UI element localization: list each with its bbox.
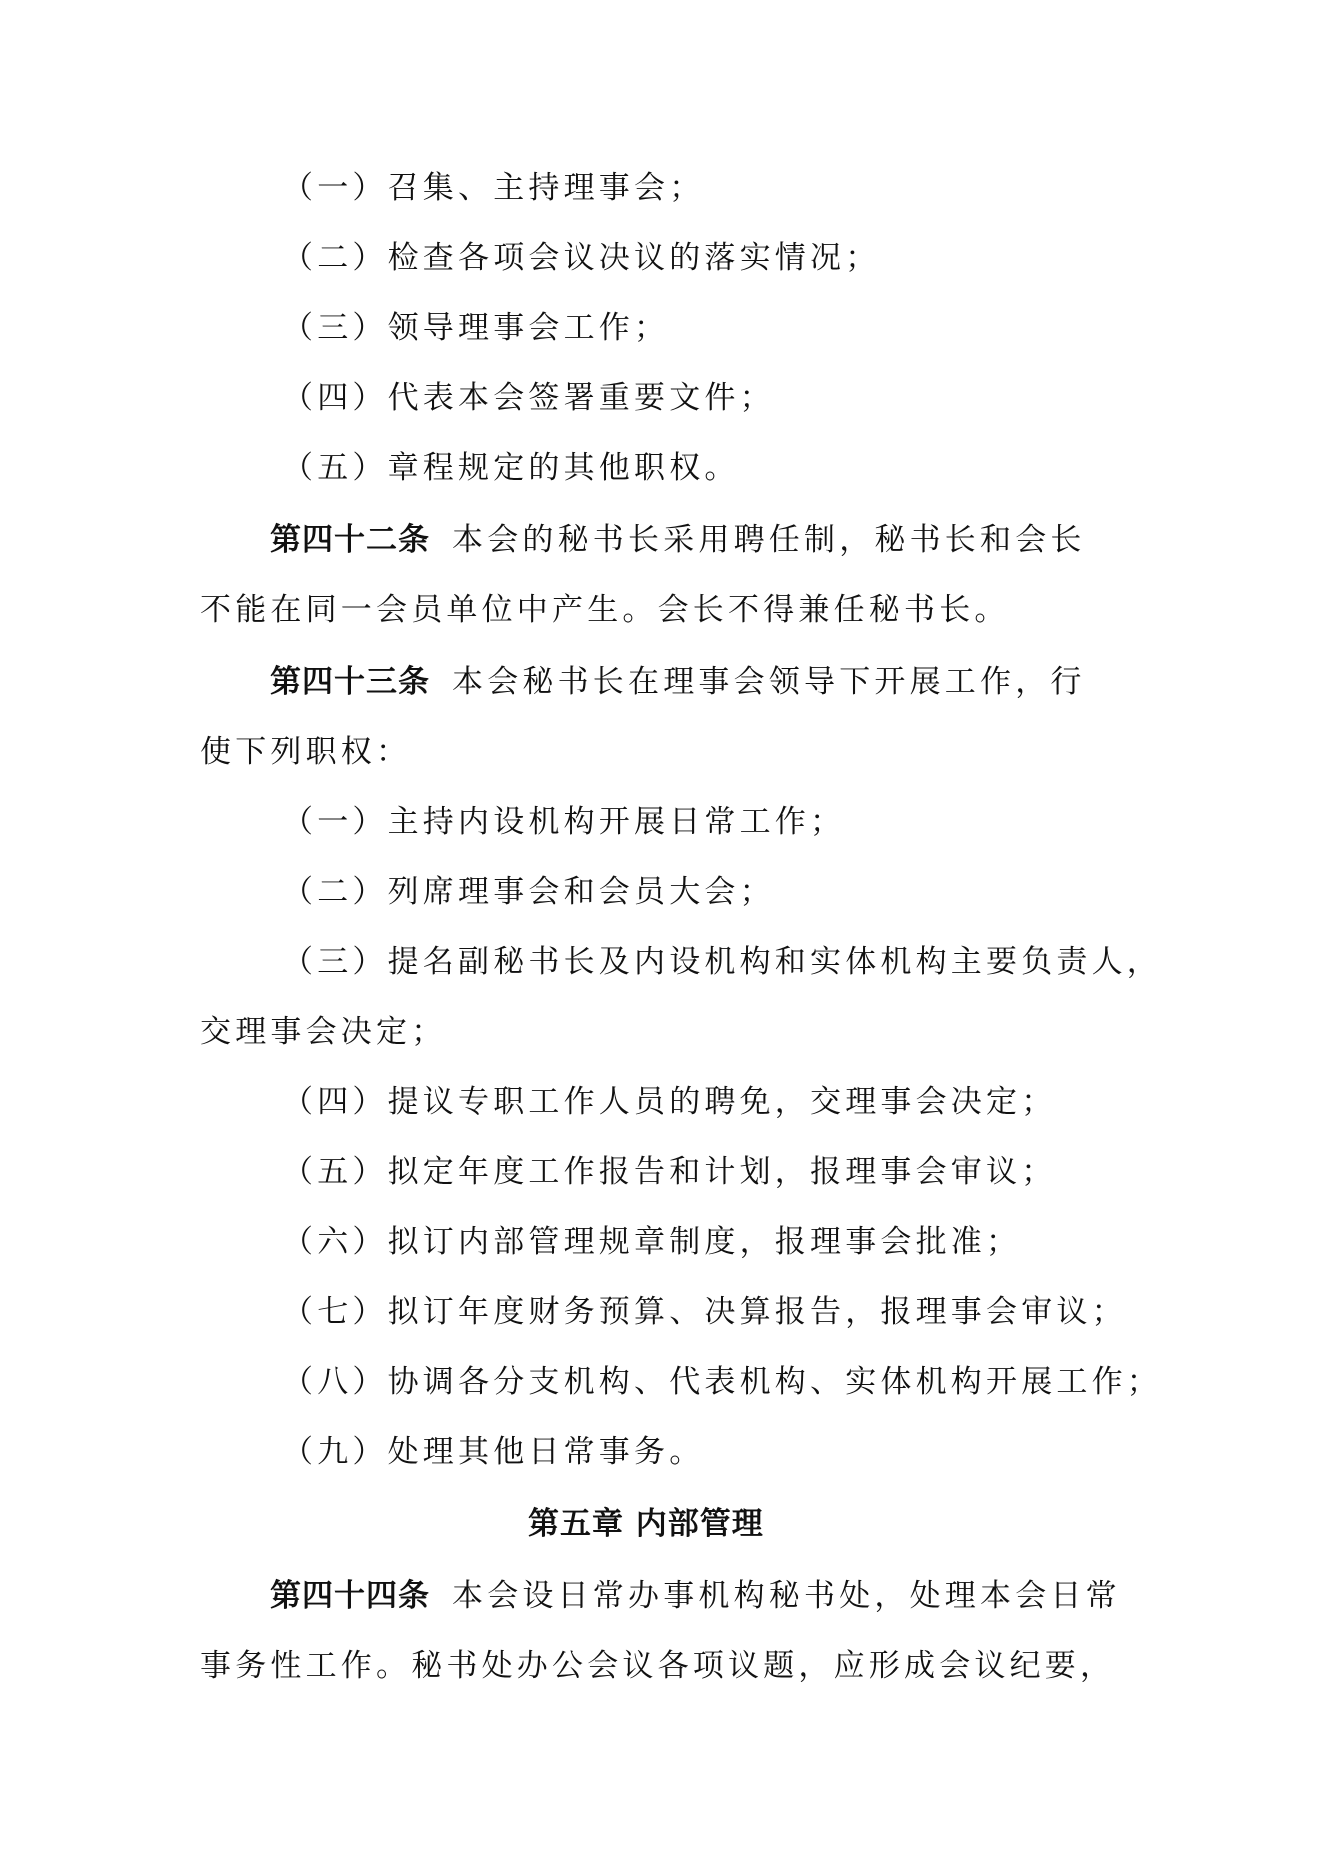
secretary-duty-4: （四）提议专职工作人员的聘免，交理事会决定； (282, 1084, 1057, 1120)
article-42-line-2: 不能在同一会员单位中产生。会长不得兼任秘书长。 (200, 592, 1010, 628)
secretary-duty-3-continued: 交理事会决定； (200, 1014, 447, 1050)
secretary-duty-1: （一）主持内设机构开展日常工作； (282, 804, 846, 840)
president-duty-2: （二）检查各项会议决议的落实情况； (282, 240, 881, 276)
president-duty-5: （五）章程规定的其他职权。 (282, 450, 740, 486)
article-43-heading: 第四十三条 (270, 664, 430, 700)
secretary-duty-6: （六）拟订内部管理规章制度，报理事会批准； (282, 1224, 1022, 1260)
article-42-line-1 (270, 520, 1086, 560)
article-43-text-1: 本会秘书长在理事会领导下开展工作，行 (452, 664, 1086, 700)
president-duty-4: （四）代表本会签署重要文件； (282, 380, 775, 416)
secretary-duty-9: （九）处理其他日常事务。 (282, 1434, 705, 1470)
secretary-duty-5: （五）拟定年度工作报告和计划，报理事会审议； (282, 1154, 1057, 1190)
secretary-duty-2: （二）列席理事会和会员大会； (282, 874, 775, 910)
article-42-text-1: 本会的秘书长采用聘任制，秘书长和会长 (452, 522, 1086, 558)
article-44-line-2: 事务性工作。秘书处办公会议各项议题，应形成会议纪要， (200, 1648, 1116, 1684)
secretary-duty-8: （八）协调各分支机构、代表机构、实体机构开展工作； (282, 1364, 1162, 1400)
article-43-line-1 (270, 662, 1086, 702)
chapter-5-title: 第五章 内部管理 (528, 1506, 764, 1542)
president-duty-1: （一）召集、主持理事会； (282, 170, 705, 206)
president-duty-3: （三）领导理事会工作； (282, 310, 670, 346)
article-44-text-1: 本会设日常办事机构秘书处，处理本会日常 (452, 1578, 1121, 1614)
article-42-heading: 第四十二条 (270, 522, 430, 558)
article-44-heading: 第四十四条 (270, 1578, 430, 1614)
article-43-line-2: 使下列职权： (200, 734, 412, 770)
secretary-duty-3: （三）提名副秘书长及内设机构和实体机构主要负责人， (282, 944, 1162, 980)
secretary-duty-7: （七）拟订年度财务预算、决算报告，报理事会审议； (282, 1294, 1127, 1330)
article-44-line-1 (270, 1576, 1121, 1616)
